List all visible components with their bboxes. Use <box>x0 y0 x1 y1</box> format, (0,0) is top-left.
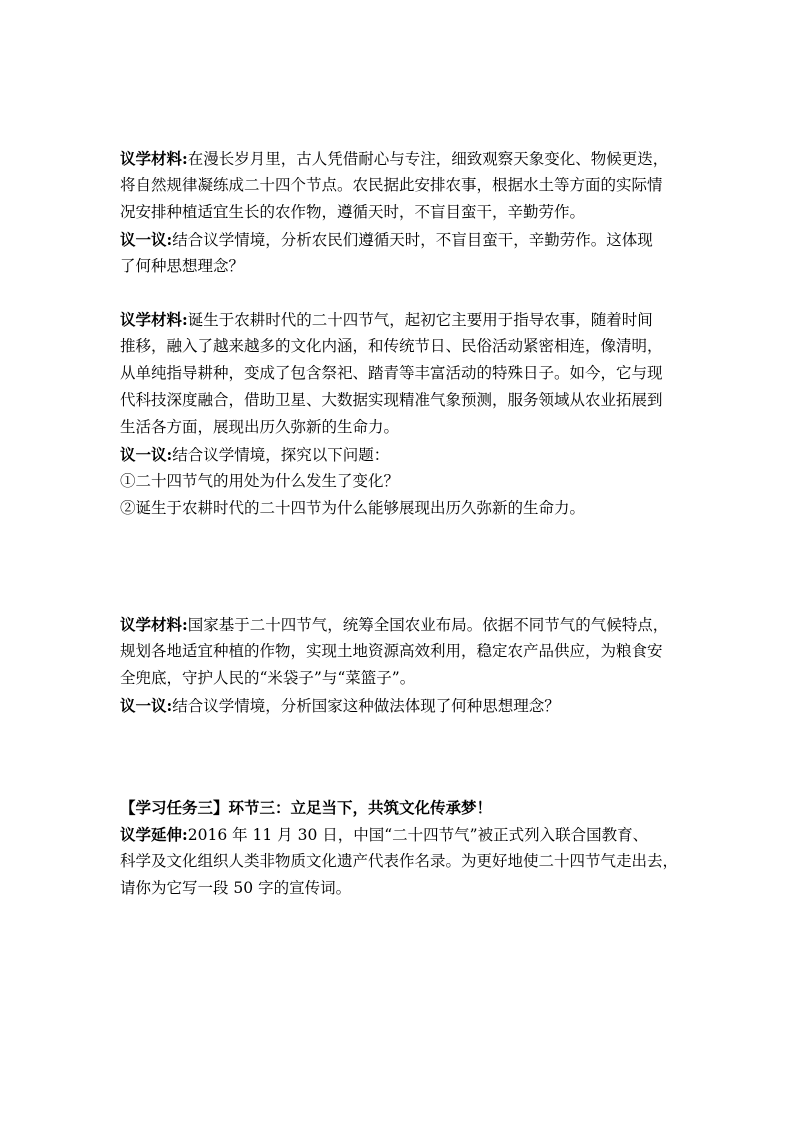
extend-line: 科学及文化组织人类非物质文化遗产代表作名录。为更好地使二十四节气走出去， <box>120 852 679 870</box>
section-material-1 <box>120 145 680 280</box>
task-heading: 【学习任务三】环节三：立足当下，共筑文化传承梦！ <box>120 798 493 817</box>
extend-text: 2016 年 11 月 30 日，中国“二十四节气”被正式列入联合国教育、 <box>187 826 649 844</box>
extend-label: 议学延伸: <box>120 825 188 844</box>
material-line: 推移，融入了越来越多的文化内涵，和传统节日、民俗活动紧密相连，像清明， <box>120 337 663 355</box>
material-line: 规划各地适宜种植的作物，实现土地资源高效利用，稳定农产品供应，为粮食安 <box>120 642 663 660</box>
material-line: 况安排种植适宜生长的农作物，遵循天时，不盲目蛮干，辛勤劳作。 <box>120 203 586 221</box>
discuss-line <box>120 692 680 719</box>
discuss-label: 议一议: <box>120 230 173 249</box>
discuss-line: 了何种思想理念？ <box>120 257 245 275</box>
material-label: 议学材料: <box>120 149 188 168</box>
material-line: 代科技深度融合，借助卫星、大数据实现精准气象预测，服务领域从农业拓展到 <box>120 391 663 409</box>
material-label: 议学材料: <box>120 615 188 634</box>
discuss-text: 结合议学情境，分析国家这种做法体现了何种思想理念？ <box>172 697 560 715</box>
section-material-2 <box>120 306 680 522</box>
material-line <box>120 611 680 638</box>
material-line <box>120 145 680 172</box>
material-label: 议学材料: <box>120 310 188 329</box>
material-line: 将自然规律凝练成二十四个节点。农民据此安排农事，根据水土等方面的实际情 <box>120 176 663 194</box>
discuss-label: 议一议: <box>120 445 173 464</box>
question-item: ②诞生于农耕时代的二十四节为什么能够展现出历久弥新的生命力。 <box>120 499 586 517</box>
section-material-3 <box>120 611 680 719</box>
discuss-line <box>120 441 680 468</box>
material-text: 在漫长岁月里，古人凭借耐心与专注，细致观察天象变化、物候更迭， <box>187 150 669 168</box>
material-line: 全兜底，守护人民的“米袋子”与“菜篮子”。 <box>120 669 416 687</box>
extend-line: 请你为它写一段 50 字的宣传词。 <box>120 879 352 897</box>
discuss-line <box>120 226 680 253</box>
material-line <box>120 306 680 333</box>
discuss-text: 结合议学情境，分析农民们遵循天时，不盲目蛮干，辛勤劳作。这体现 <box>172 231 653 249</box>
extend-line <box>120 821 680 848</box>
discuss-label: 议一议: <box>120 696 173 715</box>
discuss-text: 结合议学情境，探究以下问题： <box>172 446 390 464</box>
section-task-three <box>120 794 680 902</box>
material-text: 国家基于二十四节气，统筹全国农业布局。依据不同节气的气候特点， <box>187 616 669 634</box>
material-text: 诞生于农耕时代的二十四节气，起初它主要用于指导农事，随着时间 <box>187 311 653 329</box>
material-line: 生活各方面，展现出历久弥新的生命力。 <box>120 418 400 436</box>
question-item: ①二十四节气的用处为什么发生了变化？ <box>120 472 400 490</box>
material-line: 从单纯指导耕种，变成了包含祭祀、踏青等丰富活动的特殊日子。如今，它与现 <box>120 364 663 382</box>
